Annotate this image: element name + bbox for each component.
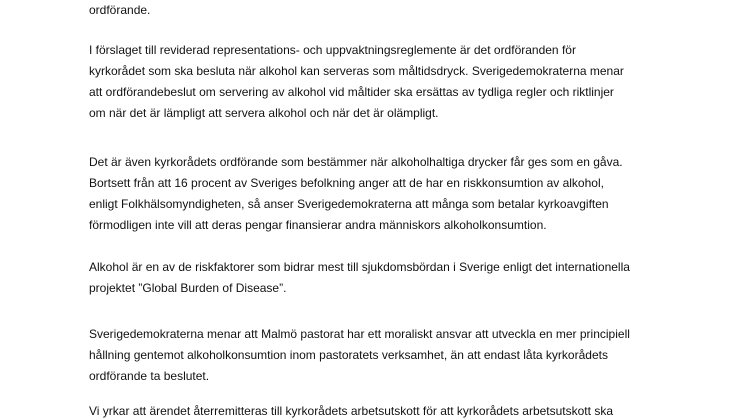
- paragraph-motion: [89, 401, 729, 419]
- text-line: hållning gentemot alkoholkonsumtion inom pastoratets verksamhet, än att endast låta kyrkorådets: [89, 348, 608, 362]
- text-line: kyrkorådet som ska besluta när alkohol kan serveras som måltidsdryck. Sverigedemokraterna menar: [89, 64, 624, 78]
- text-line: om när det är lämpligt att servera alkohol och när det är olämpligt.: [89, 106, 439, 120]
- paragraph-closing-fragment: [89, 0, 729, 21]
- text-line: ordförande ta beslutet.: [89, 369, 210, 383]
- text-line: Sverigedemokraterna menar att Malmö pastorat har ett moraliskt ansvar att utveckla en mer principiell: [89, 327, 630, 341]
- paragraph-alcohol-gifts: [89, 152, 729, 236]
- text-line: Det är även kyrkorådets ordförande som bestämmer när alkoholhaltiga drycker får ges som en gåva.: [89, 155, 623, 169]
- text-line: Vi yrkar att ärendet återremitteras till kyrkorådets arbetsutskott för att kyrkorådets arbetsutskott ska: [89, 404, 613, 418]
- text-line: förmodligen inte vill att deras pengar finansierar andra människors alkoholkonsumtion.: [89, 218, 547, 232]
- paragraph-risk-factors: [89, 257, 729, 299]
- text-line: enligt Folkhälsomyndigheten, så anser Sverigedemokraterna att många som betalar kyrkoavgiften: [89, 197, 609, 211]
- text-line: att ordförandebeslut om servering av alkohol vid måltider ska ersättas av tydliga regler och riktlinjer: [89, 85, 614, 99]
- text-line: Alkohol är en av de riskfaktorer som bidrar mest till sjukdomsbördan i Sverige enligt det internationella: [89, 260, 630, 274]
- text-line: Bortsett från att 16 procent av Sveriges befolkning anger att de har en riskkonsumtion av alkohol,: [89, 176, 604, 190]
- text-line: I förslaget till reviderad representations- och uppvaktningsreglemente är det ordföranden för: [89, 43, 576, 57]
- paragraph-moral-responsibility: [89, 324, 729, 387]
- paragraph-proposal-reglemente: [89, 40, 729, 124]
- text-line: ordförande.: [89, 3, 151, 17]
- text-line: projektet ”Global Burden of Disease”.: [89, 281, 287, 295]
